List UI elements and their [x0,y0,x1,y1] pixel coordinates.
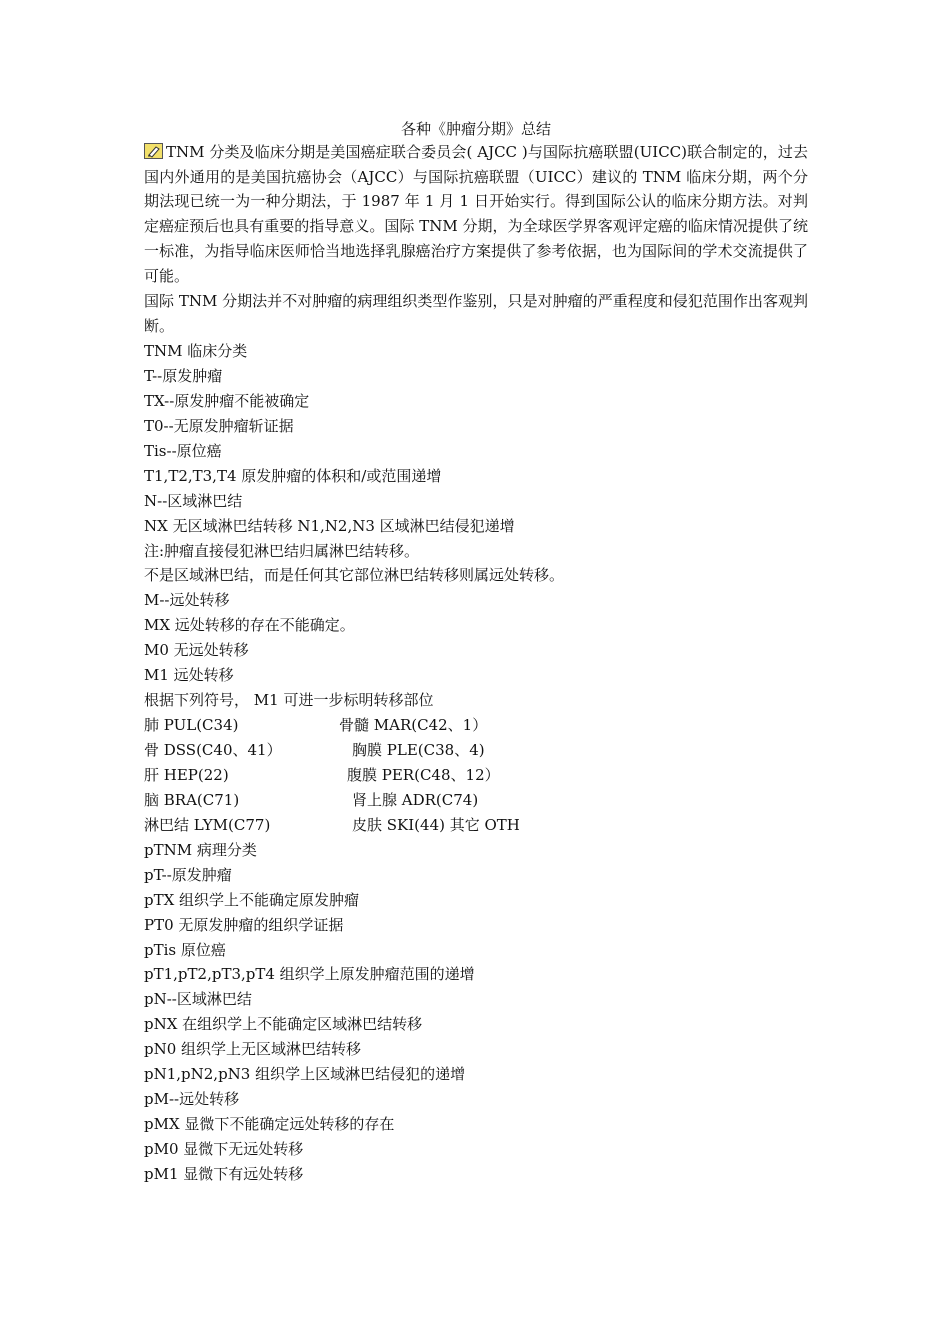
list-line: M--远处转移 [144,591,230,610]
list-line: pNX 在组织学上不能确定区域淋巴结转移 [144,1015,423,1034]
list-line: TNM 临床分类 [144,342,248,360]
list-line: 根据下列符号， M1 可进一步标明转移部位 [144,691,434,710]
metastasis-site-row [144,763,808,788]
list-line: T--原发肿瘤 [144,366,223,385]
site-code-right: 骨髓 MAR(C42、1） [339,716,488,735]
list-line: NX 无区域淋巴结转移 N1,N2,N3 区域淋巴结侵犯递增 [144,516,515,535]
list-line: PT0 无原发肿瘤的组织学证据 [144,915,344,934]
site-code-right: 皮肤 SKI(44) 其它 OTH [352,815,520,834]
site-code-left: 肺 PUL(C34) [144,716,239,735]
classification-list [144,339,808,1187]
site-code-right: 腹膜 PER(C48、12） [347,765,500,784]
site-code-left: 脑 BRA(C71) [144,790,240,809]
site-code-right: 肾上腺 ADR(C74) [352,790,479,809]
list-line: TX--原发肿瘤不能被确定 [144,391,310,410]
metastasis-site-row [144,713,808,738]
list-line: 注:肿瘤直接侵犯淋巴结归属淋巴结转移。 [144,541,420,560]
list-line: MX 远处转移的存在不能确定。 [144,616,355,635]
intro-text: TNM 分类及临床分期是美国癌症联合委员会( AJCC )与国际抗癌联盟(UICC)联合制定的，过去国内外通用的是美国抗癌协会（AJCC）与国际抗癌联盟（UICC）建议的 TNM 临床分期，两个分期法现已统一为一种分期法，于 1987 年 1 月 1 日开始实行。得到国际公认的临床分期方法。对判定癌症预后也具有重要的指导意义。国际 TNM 分期，为全球医学界客观评定癌的临床情况提供了统一标准，为指导临床医师恰当地选择乳腺癌治疗方案提供了参考依据，也为国际间的学术交流提供了可能。 [144,143,808,285]
list-line: pN--区域淋巴结 [144,990,252,1009]
list-line: pMX 显微下不能确定远处转移的存在 [144,1115,395,1134]
list-line: M1 远处转移 [144,666,234,685]
list-line: pT1,pT2,pT3,pT4 组织学上原发肿瘤范围的递增 [144,965,475,984]
list-line: pM--远处转移 [144,1090,240,1109]
note-icon[interactable] [144,143,163,159]
list-line: pN0 组织学上无区域淋巴结转移 [144,1040,362,1059]
list-line: pTX 组织学上不能确定原发肿瘤 [144,890,360,909]
list-line: pN1,pN2,pN3 组织学上区域淋巴结侵犯的递增 [144,1065,466,1084]
list-line: M0 无远处转移 [144,641,249,660]
list-line: pTNM 病理分类 [144,840,257,859]
list-line: pM0 显微下无远处转移 [144,1140,304,1158]
list-line: T0--无原发肿瘤斩证据 [144,416,294,435]
list-line: pT--原发肿瘤 [144,865,232,884]
site-code-left: 淋巴结 LYM(C77) [144,815,271,834]
metastasis-site-row [144,813,808,838]
metastasis-site-row [144,738,808,763]
scope-paragraph: 国际 TNM 分期法并不对肿瘤的病理组织类型作鉴别，只是对肿瘤的严重程度和侵犯范围作出客观判断。 [144,292,808,335]
site-code-left: 肝 HEP(22) [144,765,229,784]
list-line: N--区域淋巴结 [144,491,243,510]
metastasis-site-row [144,788,808,813]
list-line: Tis--原位癌 [144,441,222,460]
list-line: pM1 显微下有远处转移 [144,1164,304,1183]
list-line: 不是区域淋巴结，而是任何其它部位淋巴结转移则属远处转移。 [144,566,565,585]
list-line: pTis 原位癌 [144,940,226,959]
document-title: 各种《肿瘤分期》总结 [400,120,551,138]
list-line: T1,T2,T3,T4 原发肿瘤的体积和/或范围递增 [144,466,442,485]
intro-paragraph [144,140,808,288]
site-code-right: 胸膜 PLE(C38、4) [352,741,485,759]
site-code-left: 骨 DSS(C40、41） [144,741,282,759]
